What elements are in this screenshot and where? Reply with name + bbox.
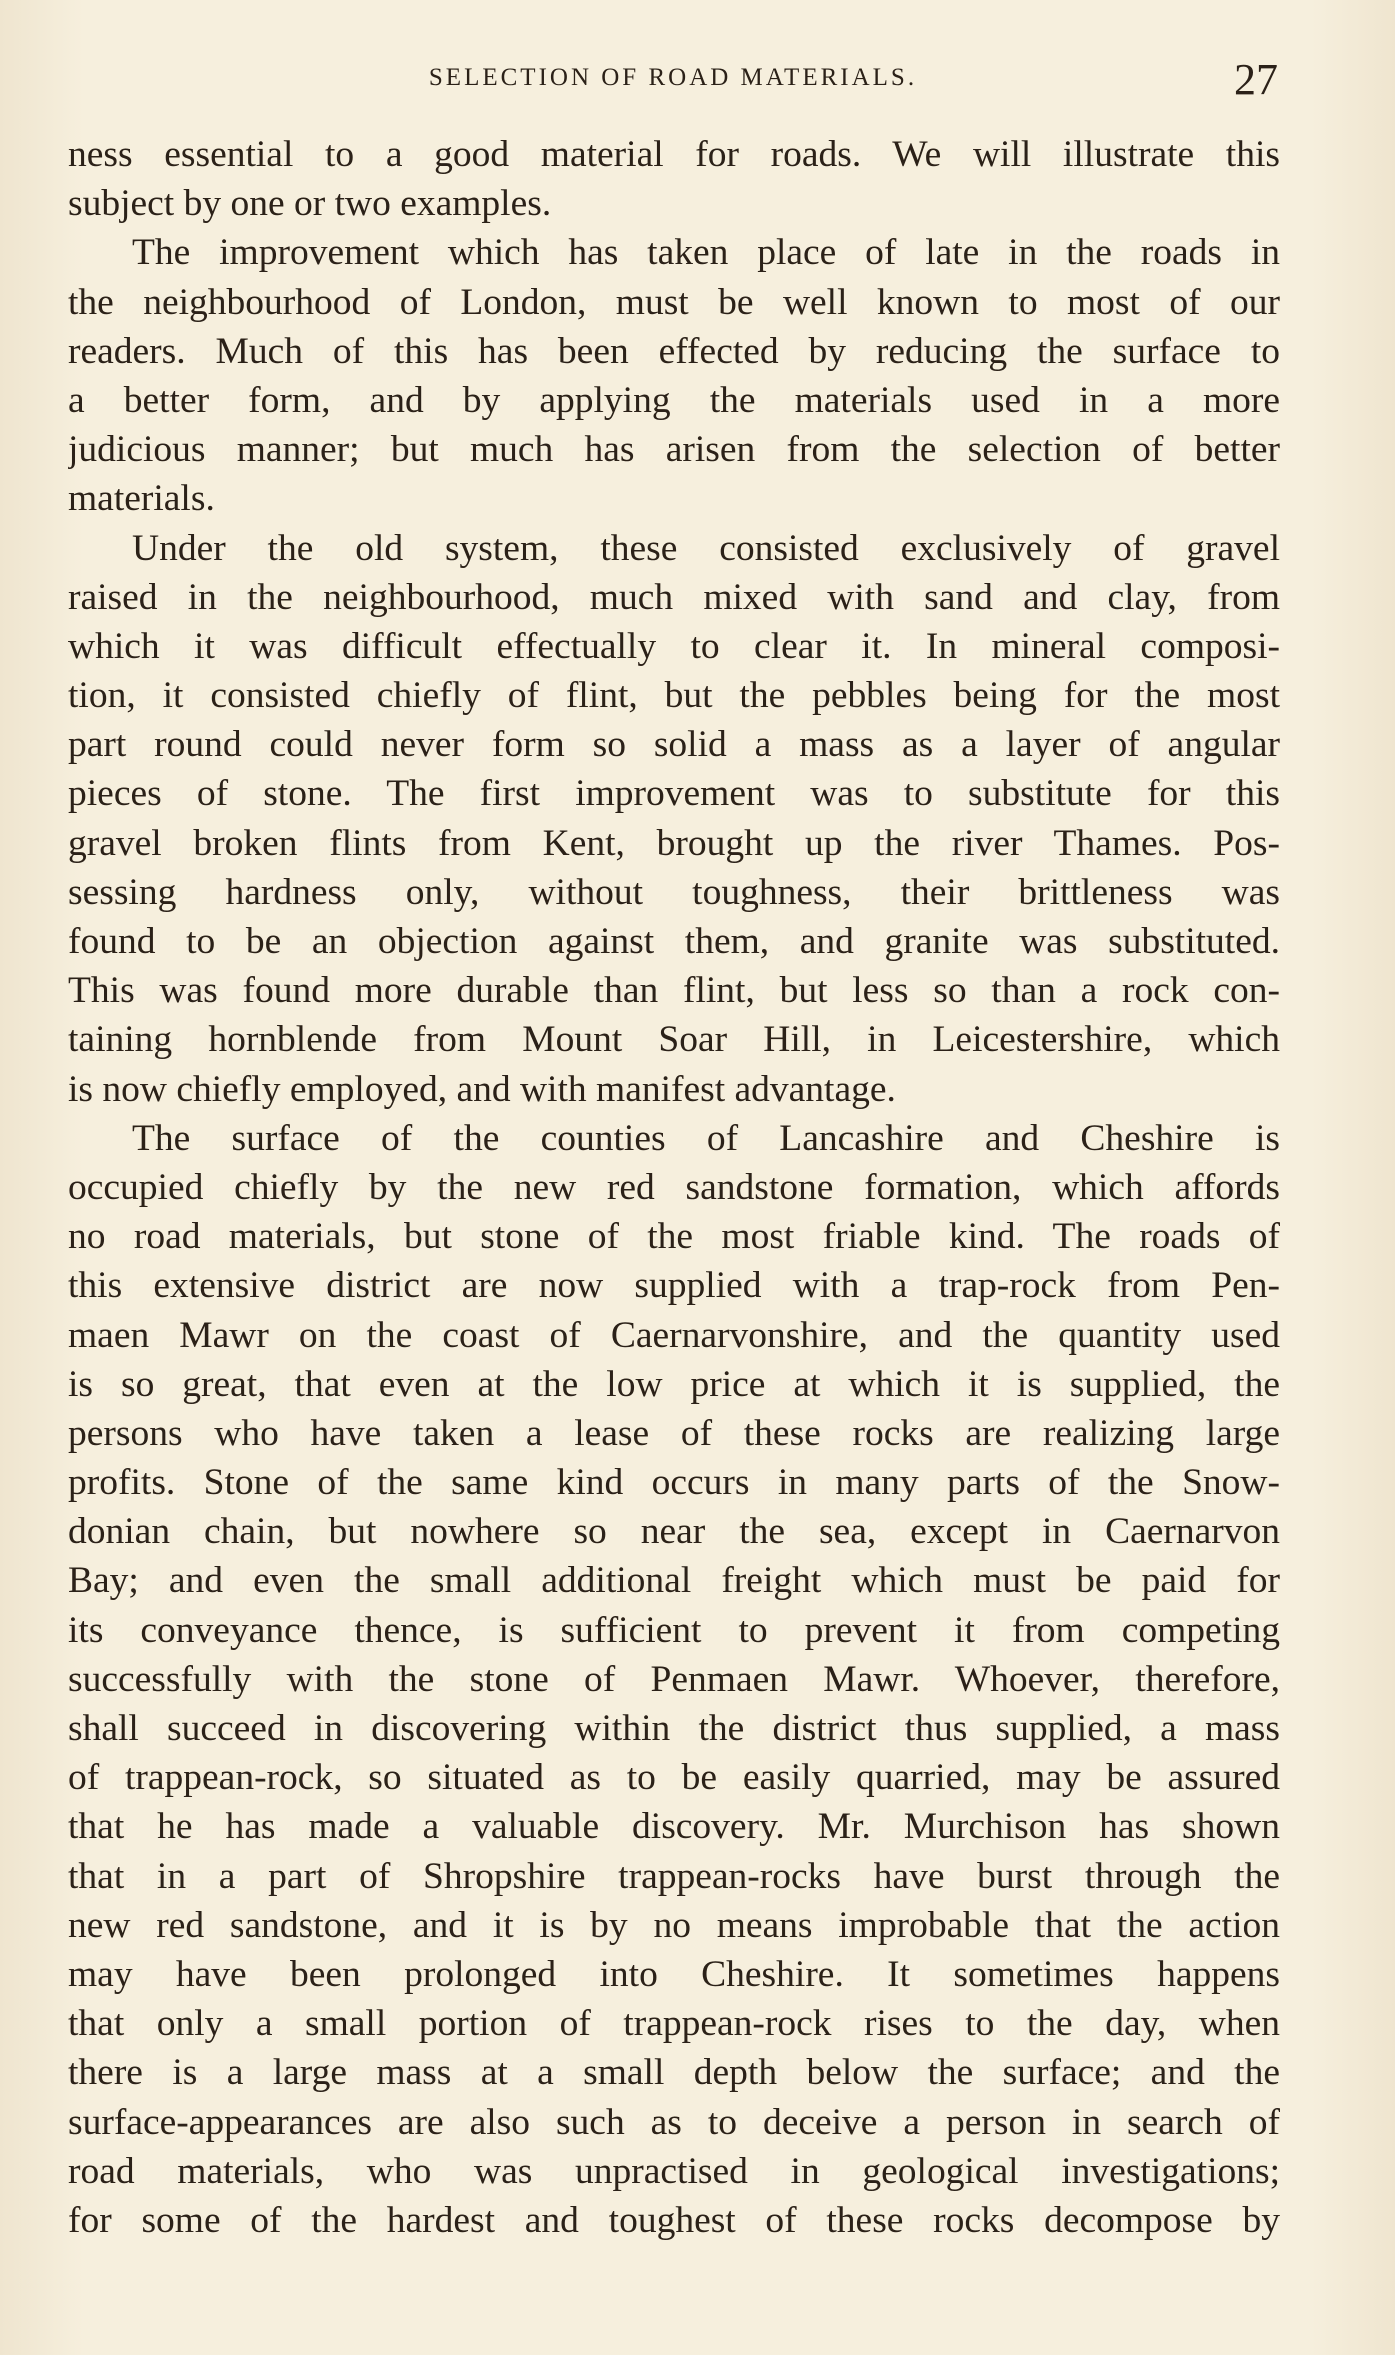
text-line: donian chain, but nowhere so near the sea, except in Caernarvon	[68, 1511, 1280, 1553]
text-line: shall succeed in discovering within the district thus supplied, a mass	[68, 1708, 1280, 1749]
text-line: raised in the neighbourhood, much mixed with sand and clay, from	[68, 576, 1280, 618]
running-head	[68, 56, 1278, 116]
text-line: tion, it consisted chiefly of flint, but the pebbles being for the most	[68, 675, 1280, 717]
text-line: The improvement which has taken place of late in the roads in	[132, 232, 1280, 274]
text-line: no road materials, but stone of the most friable kind. The roads of	[68, 1216, 1280, 1258]
text-line: subject by one or two examples.	[68, 183, 552, 225]
running-title: SELECTION OF ROAD MATERIALS.	[428, 64, 918, 91]
text-line: ness essential to a good material for roads. We will illustrate this	[68, 134, 1280, 175]
text-line: is now chiefly employed, and with manifest advantage.	[68, 1068, 896, 1110]
text-line: a better form, and by applying the materials used in a more	[68, 379, 1280, 421]
text-line: surface-appearances are also such as to deceive a person in search of	[68, 2101, 1280, 2143]
text-line: The surface of the counties of Lancashire and Cheshire is	[132, 1117, 1280, 1159]
text-line: its conveyance thence, is sufficient to prevent it from competing	[68, 1609, 1280, 1651]
text-line: taining hornblende from Mount Soar Hill, in Leicestershire, which	[68, 1019, 1280, 1061]
text-line: for some of the hardest and toughest of these rocks decompose by	[68, 2199, 1280, 2241]
text-line: found to be an objection against them, and granite was substituted.	[68, 921, 1280, 962]
text-line: the neighbourhood of London, must be well known to most of our	[68, 281, 1280, 323]
text-line: readers. Much of this has been effected by reducing the surface to	[68, 330, 1280, 372]
text-line: pieces of stone. The first improvement was to substitute for this	[68, 773, 1280, 815]
text-line: that only a small portion of trappean-rock rises to the day, when	[68, 2003, 1280, 2045]
text-line: judicious manner; but much has arisen from the selection of better	[68, 429, 1280, 471]
text-line: this extensive district are now supplied with a trap-rock from Pen-	[68, 1265, 1280, 1307]
text-line: persons who have taken a lease of these rocks are realizing large	[68, 1412, 1280, 1454]
text-line: Under the old system, these consisted exclusively of gravel	[132, 527, 1280, 569]
text-line: This was found more durable than flint, but less so than a rock con-	[68, 970, 1280, 1012]
text-line: may have been prolonged into Cheshire. It sometimes happens	[68, 1953, 1280, 1995]
text-line: of trappean-rock, so situated as to be easily quarried, may be assured	[68, 1757, 1280, 1799]
text-line: materials.	[68, 478, 215, 520]
text-line: road materials, who was unpractised in geological investigations;	[68, 2150, 1280, 2192]
text-line: sessing hardness only, without toughness, their brittleness was	[68, 871, 1280, 913]
text-line: maen Mawr on the coast of Caernarvonshire, and the quantity used	[68, 1314, 1280, 1356]
text-line: part round could never form so solid a mass as a layer of angular	[68, 724, 1280, 766]
text-line: that in a part of Shropshire trappean-rocks have burst through the	[68, 1855, 1280, 1897]
body-text	[68, 130, 1280, 2245]
text-line: profits. Stone of the same kind occurs in many parts of the Snow-	[68, 1462, 1280, 1504]
text-line: gravel broken flints from Kent, brought up the river Thames. Pos-	[68, 822, 1280, 864]
text-line: occupied chiefly by the new red sandstone formation, which affords	[68, 1166, 1280, 1208]
text-line: there is a large mass at a small depth below the surface; and the	[68, 2052, 1280, 2094]
text-line: that he has made a valuable discovery. Mr. Murchison has shown	[68, 1806, 1280, 1848]
text-line: which it was difficult effectually to clear it. In mineral composi-	[68, 625, 1280, 667]
page-number: 27	[1234, 55, 1278, 104]
text-line: is so great, that even at the low price at which it is supplied, the	[68, 1363, 1280, 1405]
text-line: Bay; and even the small additional freight which must be paid for	[68, 1560, 1280, 1602]
text-line: successfully with the stone of Penmaen Mawr. Whoever, therefore,	[68, 1658, 1280, 1700]
text-line: new red sandstone, and it is by no means improbable that the action	[68, 1904, 1280, 1946]
